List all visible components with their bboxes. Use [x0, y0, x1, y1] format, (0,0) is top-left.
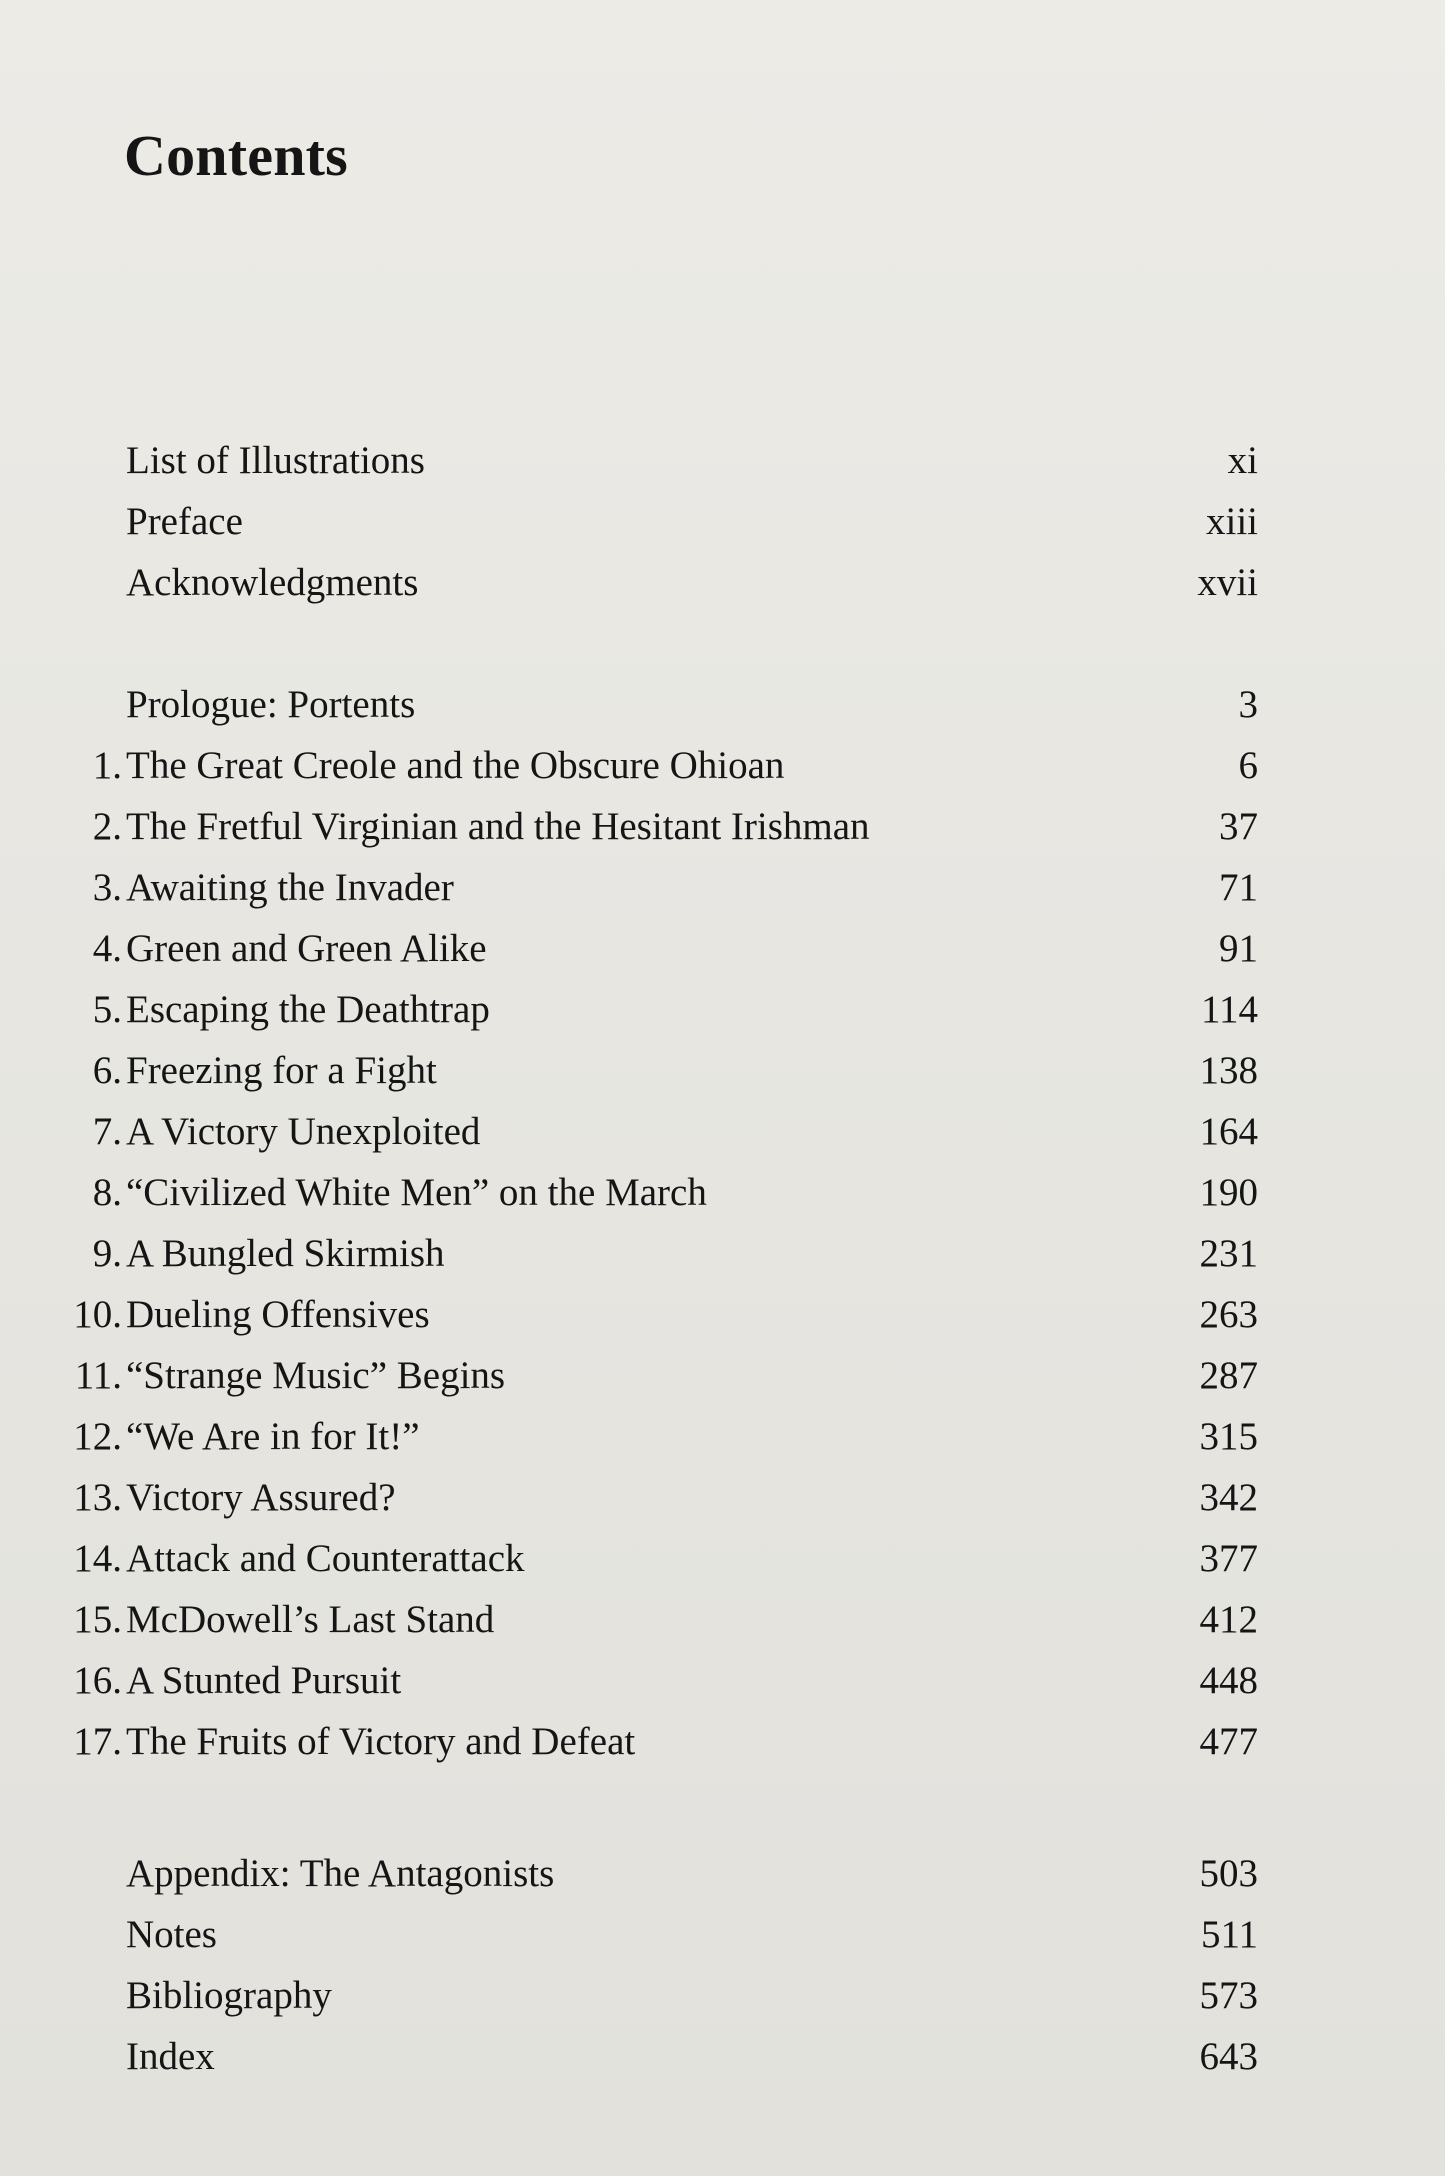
back-matter-list [58, 1843, 1258, 2087]
toc-entry [58, 491, 1258, 552]
toc-entry [58, 1467, 1258, 1528]
toc-entry-label: Appendix: The Antagonists [126, 1852, 555, 1895]
toc-entry-number: 17. [73, 1720, 122, 1763]
toc-entry-number: 9. [92, 1232, 122, 1275]
toc-entry-number: 2. [92, 805, 122, 848]
toc-entry-page: 37 [1219, 805, 1258, 848]
toc-entry-label: Freezing for a Fight [126, 1049, 437, 1092]
toc-entry-page: xi [1227, 439, 1258, 482]
toc-entry-label: Acknowledgments [126, 561, 419, 604]
toc-entry [58, 552, 1258, 613]
toc-entry-number: 14. [73, 1537, 122, 1580]
toc-entry-page: 377 [1199, 1537, 1258, 1580]
toc-entry-label: Dueling Offensives [126, 1293, 430, 1336]
toc-entry-label: The Fruits of Victory and Defeat [126, 1720, 636, 1763]
toc-entry-page: 643 [1199, 2035, 1258, 2078]
toc-entry-number: 13. [73, 1476, 122, 1519]
toc-entry-label: Prologue: Portents [126, 683, 416, 726]
toc-entry-number: 12. [73, 1415, 122, 1458]
toc-entry-label: “Strange Music” Begins [126, 1354, 506, 1397]
toc-entry-label: List of Illustrations [126, 439, 425, 482]
toc-entry [58, 1284, 1258, 1345]
page-title: Contents [124, 122, 348, 188]
toc-entry-number: 7. [92, 1110, 122, 1153]
toc-entry [58, 430, 1258, 491]
toc-entry-page: 3 [1238, 683, 1258, 726]
toc-entry-number: 8. [92, 1171, 122, 1214]
toc-entry-label: Preface [126, 500, 243, 543]
toc-entry [58, 1589, 1258, 1650]
toc-entry-page: 138 [1199, 1049, 1258, 1092]
toc-entry [58, 1101, 1258, 1162]
toc-entry [58, 1904, 1258, 1965]
toc-entry-page: 164 [1199, 1110, 1258, 1153]
toc-entry [58, 918, 1258, 979]
toc-entry-page: 448 [1199, 1659, 1258, 1702]
toc-entry-label: Index [126, 2035, 215, 2078]
toc-entry-number: 10. [73, 1293, 122, 1336]
toc-entry-number: 6. [92, 1049, 122, 1092]
toc-entry-page: 190 [1199, 1171, 1258, 1214]
toc-entry [58, 796, 1258, 857]
toc-entry-label: “Civilized White Men” on the March [126, 1171, 707, 1214]
toc-entry-number: 5. [92, 988, 122, 1031]
toc-entry-page: 342 [1199, 1476, 1258, 1519]
toc-entry-page: 315 [1199, 1415, 1258, 1458]
toc-entry [58, 1223, 1258, 1284]
toc-entry [58, 1650, 1258, 1711]
toc-entry-page: 477 [1199, 1720, 1258, 1763]
toc-entry-label: “We Are in for It!” [126, 1415, 420, 1458]
toc-entry-page: xiii [1205, 500, 1258, 543]
toc-entry-label: McDowell’s Last Stand [126, 1598, 495, 1641]
toc-entry [58, 1406, 1258, 1467]
toc-entry-page: 231 [1199, 1232, 1258, 1275]
toc-entry-label: Escaping the Deathtrap [126, 988, 490, 1031]
toc-entry-label: A Bungled Skirmish [126, 1232, 445, 1275]
toc-entry-label: Awaiting the Invader [126, 866, 454, 909]
toc-entry-page: 287 [1199, 1354, 1258, 1397]
toc-entry [58, 1162, 1258, 1223]
toc-entry [58, 674, 1258, 735]
toc-entry-page: 6 [1238, 744, 1258, 787]
toc-entry-page: 114 [1200, 988, 1258, 1031]
toc-entry-number: 15. [73, 1598, 122, 1641]
toc-entry-page: 71 [1219, 866, 1258, 909]
toc-entry-number: 3. [92, 866, 122, 909]
toc-entry [58, 979, 1258, 1040]
toc-entry-label: Attack and Counterattack [126, 1537, 525, 1580]
toc-entry-number: 1. [92, 744, 122, 787]
front-matter-list [58, 430, 1258, 613]
toc-entry [58, 2026, 1258, 2087]
toc-entry-page: 412 [1199, 1598, 1258, 1641]
toc-entry-number: 16. [73, 1659, 122, 1702]
toc-entry-page: 573 [1199, 1974, 1258, 2017]
toc-entry-label: The Great Creole and the Obscure Ohioan [126, 744, 785, 787]
toc-entry-label: Notes [126, 1913, 217, 1956]
toc-entry [58, 1711, 1258, 1772]
toc-entry-label: Bibliography [126, 1974, 332, 2017]
toc-entry-label: Green and Green Alike [126, 927, 487, 970]
toc-entry-page: xvii [1197, 561, 1258, 604]
toc-entry-label: Victory Assured? [126, 1476, 396, 1519]
toc-entry-page: 503 [1199, 1852, 1258, 1895]
toc-entry-page: 263 [1199, 1293, 1258, 1336]
toc-entry [58, 1040, 1258, 1101]
toc-entry [58, 857, 1258, 918]
toc-entry-page: 91 [1219, 927, 1258, 970]
chapter-list [58, 674, 1258, 1772]
toc-entry-number: 11. [74, 1354, 122, 1397]
toc-entry-label: The Fretful Virginian and the Hesitant Irishman [126, 805, 870, 848]
toc-entry [58, 1843, 1258, 1904]
toc-entry [58, 1345, 1258, 1406]
toc-entry [58, 735, 1258, 796]
toc-entry-label: A Stunted Pursuit [126, 1659, 402, 1702]
toc-entry [58, 1965, 1258, 2026]
toc-entry [58, 1528, 1258, 1589]
toc-entry-page: 511 [1200, 1913, 1258, 1956]
toc-entry-label: A Victory Unexploited [126, 1110, 481, 1153]
toc-entry-number: 4. [92, 927, 122, 970]
